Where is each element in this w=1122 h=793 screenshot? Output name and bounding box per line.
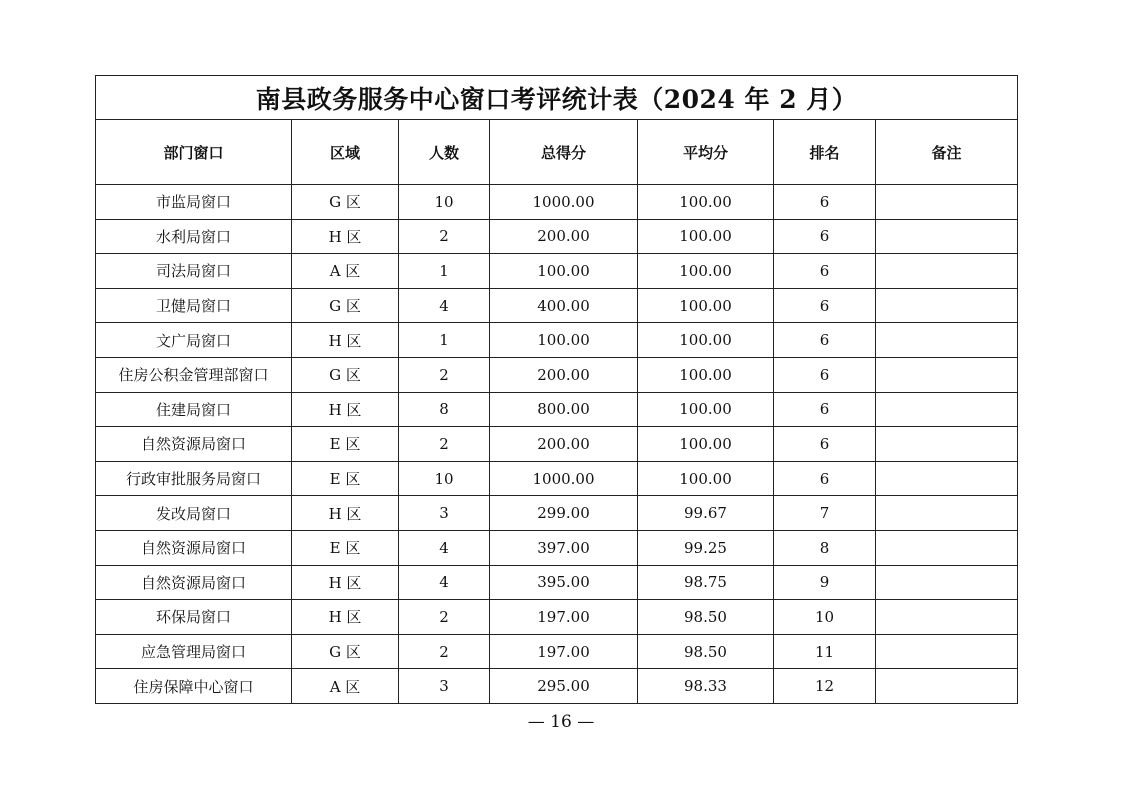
- score-table: [95, 75, 1018, 704]
- cell-area: G 区: [292, 185, 399, 220]
- cell-remarks: [876, 288, 1018, 323]
- cell-remarks: [876, 323, 1018, 358]
- cell-count: 4: [399, 530, 490, 565]
- cell-remarks: [876, 427, 1018, 462]
- cell-department: 司法局窗口: [96, 254, 292, 289]
- cell-count: 3: [399, 669, 490, 704]
- cell-average-score: 100.00: [638, 219, 774, 254]
- cell-count: 1: [399, 254, 490, 289]
- cell-count: 4: [399, 288, 490, 323]
- cell-area: H 区: [292, 600, 399, 635]
- cell-count: 2: [399, 357, 490, 392]
- cell-rank: 6: [774, 392, 876, 427]
- cell-count: 2: [399, 600, 490, 635]
- cell-average-score: 99.67: [638, 496, 774, 531]
- cell-department: 环保局窗口: [96, 600, 292, 635]
- table-row: [96, 427, 1018, 462]
- cell-total-score: 100.00: [490, 323, 638, 358]
- cell-area: H 区: [292, 565, 399, 600]
- cell-average-score: 98.33: [638, 669, 774, 704]
- table-row: [96, 600, 1018, 635]
- cell-department: 行政审批服务局窗口: [96, 461, 292, 496]
- cell-average-score: 99.25: [638, 530, 774, 565]
- cell-average-score: 100.00: [638, 427, 774, 462]
- cell-count: 2: [399, 634, 490, 669]
- cell-count: 2: [399, 427, 490, 462]
- cell-average-score: 100.00: [638, 392, 774, 427]
- cell-average-score: 98.50: [638, 600, 774, 635]
- cell-remarks: [876, 254, 1018, 289]
- cell-area: H 区: [292, 219, 399, 254]
- cell-total-score: 1000.00: [490, 185, 638, 220]
- cell-rank: 7: [774, 496, 876, 531]
- cell-department: 住建局窗口: [96, 392, 292, 427]
- cell-area: G 区: [292, 288, 399, 323]
- cell-count: 1: [399, 323, 490, 358]
- cell-area: A 区: [292, 669, 399, 704]
- cell-average-score: 98.75: [638, 565, 774, 600]
- cell-average-score: 100.00: [638, 254, 774, 289]
- cell-remarks: [876, 530, 1018, 565]
- cell-department: 自然资源局窗口: [96, 530, 292, 565]
- cell-rank: 8: [774, 530, 876, 565]
- table-body: [96, 185, 1018, 704]
- cell-department: 应急管理局窗口: [96, 634, 292, 669]
- cell-rank: 9: [774, 565, 876, 600]
- cell-total-score: 200.00: [490, 427, 638, 462]
- cell-total-score: 1000.00: [490, 461, 638, 496]
- cell-department: 文广局窗口: [96, 323, 292, 358]
- cell-area: E 区: [292, 461, 399, 496]
- cell-count: 2: [399, 219, 490, 254]
- cell-total-score: 200.00: [490, 357, 638, 392]
- table-row: [96, 219, 1018, 254]
- table-row: [96, 357, 1018, 392]
- table-row: [96, 323, 1018, 358]
- cell-count: 8: [399, 392, 490, 427]
- cell-average-score: 100.00: [638, 288, 774, 323]
- cell-remarks: [876, 496, 1018, 531]
- cell-average-score: 100.00: [638, 185, 774, 220]
- cell-department: 发改局窗口: [96, 496, 292, 531]
- cell-total-score: 295.00: [490, 669, 638, 704]
- table-row: [96, 254, 1018, 289]
- header-rank: 排名: [774, 120, 876, 185]
- table-row: [96, 185, 1018, 220]
- cell-total-score: 197.00: [490, 634, 638, 669]
- cell-average-score: 100.00: [638, 323, 774, 358]
- cell-rank: 10: [774, 600, 876, 635]
- cell-remarks: [876, 461, 1018, 496]
- table-row: [96, 565, 1018, 600]
- cell-average-score: 100.00: [638, 461, 774, 496]
- cell-area: A 区: [292, 254, 399, 289]
- table-row: [96, 669, 1018, 704]
- table-row: [96, 392, 1018, 427]
- cell-total-score: 395.00: [490, 565, 638, 600]
- cell-total-score: 197.00: [490, 600, 638, 635]
- cell-rank: 6: [774, 219, 876, 254]
- cell-total-score: 800.00: [490, 392, 638, 427]
- header-remarks: 备注: [876, 120, 1018, 185]
- cell-area: E 区: [292, 530, 399, 565]
- cell-rank: 6: [774, 288, 876, 323]
- cell-count: 4: [399, 565, 490, 600]
- cell-rank: 11: [774, 634, 876, 669]
- header-area: 区域: [292, 120, 399, 185]
- table-row: [96, 461, 1018, 496]
- cell-remarks: [876, 357, 1018, 392]
- cell-remarks: [876, 600, 1018, 635]
- page-number: — 16 —: [527, 712, 595, 732]
- cell-department: 住房公积金管理部窗口: [96, 357, 292, 392]
- header-row: [96, 120, 1018, 185]
- header-total-score: 总得分: [490, 120, 638, 185]
- cell-total-score: 397.00: [490, 530, 638, 565]
- table-row: [96, 288, 1018, 323]
- header-average-score: 平均分: [638, 120, 774, 185]
- cell-area: G 区: [292, 357, 399, 392]
- cell-total-score: 200.00: [490, 219, 638, 254]
- cell-rank: 6: [774, 357, 876, 392]
- cell-department: 自然资源局窗口: [96, 565, 292, 600]
- cell-department: 住房保障中心窗口: [96, 669, 292, 704]
- cell-rank: 6: [774, 185, 876, 220]
- table-row: [96, 496, 1018, 531]
- header-count: 人数: [399, 120, 490, 185]
- cell-total-score: 100.00: [490, 254, 638, 289]
- title-row: [96, 76, 1018, 120]
- cell-rank: 6: [774, 254, 876, 289]
- cell-rank: 6: [774, 427, 876, 462]
- cell-area: E 区: [292, 427, 399, 462]
- cell-average-score: 100.00: [638, 357, 774, 392]
- cell-department: 自然资源局窗口: [96, 427, 292, 462]
- table-row: [96, 634, 1018, 669]
- cell-count: 10: [399, 185, 490, 220]
- cell-remarks: [876, 185, 1018, 220]
- cell-area: G 区: [292, 634, 399, 669]
- cell-remarks: [876, 565, 1018, 600]
- cell-rank: 6: [774, 323, 876, 358]
- header-department: 部门窗口: [96, 120, 292, 185]
- cell-department: 卫健局窗口: [96, 288, 292, 323]
- cell-average-score: 98.50: [638, 634, 774, 669]
- cell-department: 市监局窗口: [96, 185, 292, 220]
- cell-rank: 12: [774, 669, 876, 704]
- cell-area: H 区: [292, 323, 399, 358]
- table-title: 南县政务服务中心窗口考评统计表（2024 年 2 月）: [96, 76, 1018, 120]
- cell-remarks: [876, 634, 1018, 669]
- cell-remarks: [876, 219, 1018, 254]
- cell-area: H 区: [292, 496, 399, 531]
- cell-rank: 6: [774, 461, 876, 496]
- table-row: [96, 530, 1018, 565]
- cell-count: 10: [399, 461, 490, 496]
- cell-remarks: [876, 392, 1018, 427]
- cell-total-score: 400.00: [490, 288, 638, 323]
- cell-department: 水利局窗口: [96, 219, 292, 254]
- cell-total-score: 299.00: [490, 496, 638, 531]
- cell-count: 3: [399, 496, 490, 531]
- cell-remarks: [876, 669, 1018, 704]
- cell-area: H 区: [292, 392, 399, 427]
